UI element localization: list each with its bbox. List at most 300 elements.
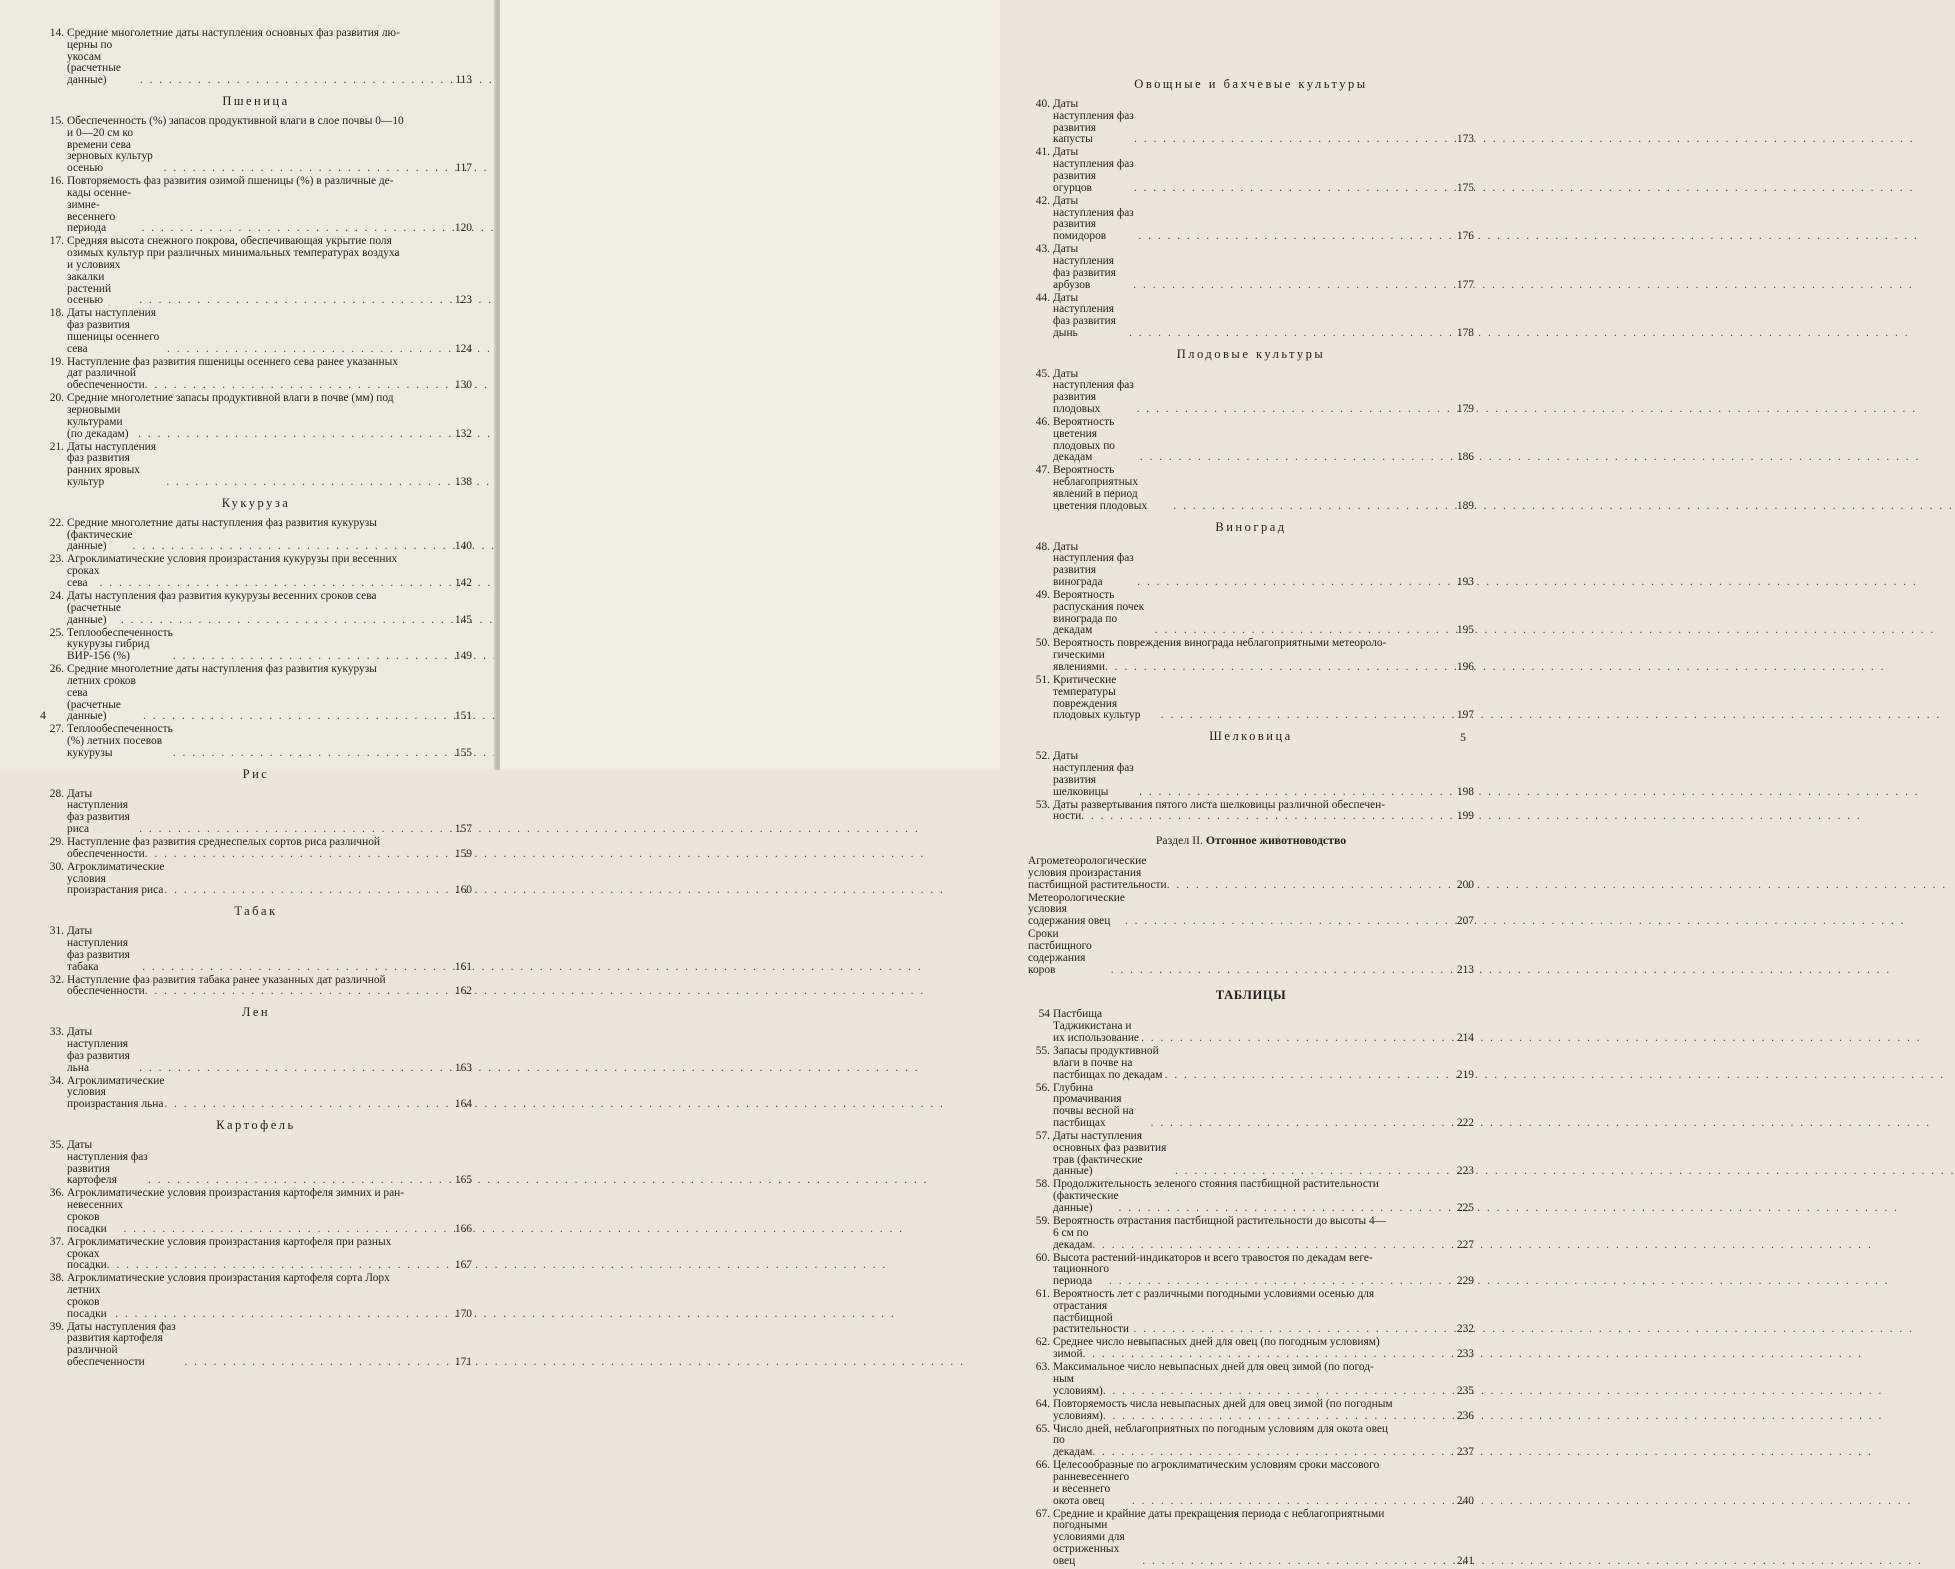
- entry-last-line: [67, 1285, 472, 1320]
- entry-title: Метеорологические условия содержания овец: [1028, 891, 1125, 928]
- entry-last-line: [1028, 856, 1474, 891]
- entry-page-number: 179: [1456, 403, 1474, 416]
- entry-last-line: [1028, 929, 1474, 976]
- leader-dots: [133, 541, 453, 553]
- entry-number: 53.: [1035, 798, 1050, 811]
- entry-body: [1053, 1131, 1474, 1178]
- contents-entry: [1028, 929, 1474, 976]
- leader-dots: [1132, 1496, 1455, 1508]
- entry-last-line: [1053, 1191, 1474, 1215]
- entry-page-number: 166: [454, 1222, 472, 1235]
- entry-last-line: [1053, 417, 1474, 464]
- leader-dots: [142, 223, 453, 235]
- entry-title: Вероятность распускания почек винограда по декадам: [1053, 589, 1145, 637]
- entry-body: [67, 1322, 472, 1369]
- entry-title: Даты наступления фаз развития пшеницы осеннего сева: [67, 307, 160, 355]
- entry-page-number: 163: [454, 1061, 472, 1074]
- leader-dots: [139, 824, 453, 836]
- entry-body: [67, 1027, 472, 1074]
- entry-number: 35.: [49, 1138, 64, 1151]
- contents-entry: [40, 1237, 472, 1272]
- entry-title: сроках посадки: [67, 1247, 107, 1272]
- entry-page-number: 196: [1456, 660, 1474, 673]
- entry-body: [67, 789, 472, 836]
- entry-page-number: 233: [1456, 1348, 1474, 1361]
- entry-text-line: Число дней, неблагоприятных по погодным условиям для окота овец: [1053, 1422, 1389, 1435]
- entry-number: 52.: [1035, 750, 1050, 763]
- entry-title: Вероятность неблагоприятных явлений в период цветения плодовых: [1053, 464, 1148, 512]
- entry-text-line: Агроклиматические условия произрастания кукурузы при весенних: [67, 553, 398, 566]
- entry-last-line: [67, 849, 472, 861]
- entry-title: Вероятность цветения плодовых по декадам: [1053, 416, 1116, 464]
- entry-text-line: Агроклиматические условия произрастания картофеля при разных: [67, 1235, 392, 1248]
- contents-entry: [1028, 1289, 1474, 1336]
- entry-page-number: 225: [1456, 1201, 1474, 1214]
- entry-last-line: [1053, 1349, 1474, 1361]
- entry-number: 40.: [1035, 98, 1050, 110]
- entry-body: [67, 1273, 472, 1320]
- leader-dots: [145, 380, 453, 392]
- entry-title: Даты наступления фаз развития картофеля: [67, 1138, 148, 1187]
- entry-body: [67, 591, 472, 626]
- entry-body: [67, 628, 472, 663]
- entry-body: [67, 116, 472, 175]
- contents-entry: [1028, 675, 1474, 722]
- entry-number: 57.: [1035, 1129, 1050, 1142]
- entry-last-line: [1053, 1411, 1474, 1423]
- entry-number: 66.: [1035, 1459, 1050, 1472]
- leader-dots: [1134, 1324, 1455, 1336]
- entry-title: Агроклиматические условия произрастания риса: [67, 860, 165, 897]
- entry-text-line: Наступление фаз развития табака ранее указанных дат различной: [67, 973, 386, 986]
- entry-text-line: Повторяемость фаз развития озимой пшеницы (%) в различные де-: [67, 175, 394, 188]
- leader-dots: [1109, 1276, 1455, 1288]
- entry-title: летних сроков сева (расчетные данные): [67, 674, 136, 723]
- entry-page-number: 237: [1456, 1446, 1474, 1459]
- tables-heading: ТАБЛИЦЫ: [1215, 988, 1287, 1003]
- entry-number: 43.: [1035, 243, 1050, 256]
- entry-text-line: Средние многолетние даты наступления фаз развития кукурузы: [67, 516, 377, 529]
- entry-text-line: Повторяемость числа невыпасных дней для овец зимой (по погодным: [1053, 1397, 1393, 1410]
- entry-body: [67, 442, 472, 489]
- left-page-number: 4: [40, 708, 46, 722]
- entry-number: 19.: [49, 355, 64, 368]
- leader-dots: [138, 429, 453, 441]
- leader-dots: [164, 885, 453, 897]
- leader-dots: [1139, 787, 1455, 799]
- entry-number: 55.: [1035, 1045, 1050, 1058]
- entry-body: [1053, 369, 1474, 416]
- entry-number: 37.: [49, 1235, 64, 1248]
- entry-number: 24.: [49, 589, 64, 602]
- part-title: Отгонное животноводство: [1205, 833, 1347, 848]
- entry-body: [1053, 417, 1474, 464]
- entry-number: 36.: [49, 1187, 64, 1200]
- entry-title: Запасы продуктивной влаги в почве на пастбищах по декадам: [1053, 1045, 1163, 1081]
- entry-body: [1053, 1337, 1474, 1361]
- section-heading: Шелковица: [1209, 729, 1293, 744]
- entry-last-line: [67, 1140, 472, 1187]
- entry-last-line: [67, 986, 472, 998]
- entry-last-line: [1053, 99, 1474, 146]
- entry-body: [1053, 1460, 1474, 1507]
- entry-page-number: 120: [454, 222, 472, 235]
- entry-page-number: 227: [1456, 1238, 1474, 1251]
- entry-page-number: 145: [454, 613, 472, 626]
- entry-last-line: [1053, 1520, 1474, 1567]
- contents-entry: [1028, 800, 1474, 824]
- entry-last-line: [1053, 1009, 1474, 1044]
- contents-entry: [40, 176, 472, 235]
- entry-body: [1053, 638, 1474, 673]
- entry-page-number: 240: [1456, 1494, 1474, 1507]
- contents-entry: [40, 518, 472, 553]
- contents-entry: [1028, 638, 1474, 673]
- leader-dots: [1137, 577, 1455, 589]
- entry-title: Теплообеспеченность кукурузы гибрид ВИР-156 (%): [67, 626, 173, 663]
- entry-title: условиям): [1053, 1409, 1103, 1422]
- entry-body: [1053, 751, 1474, 798]
- entry-title: Даты наступления фаз развития огурцов: [1053, 146, 1134, 194]
- contents-entry: [1028, 542, 1474, 589]
- entry-number: 60.: [1035, 1251, 1050, 1264]
- entry-page-number: 200: [1456, 878, 1474, 891]
- entry-title: Глубина промачивания почвы весной на пастбищах: [1053, 1081, 1134, 1129]
- entry-body: [1053, 1399, 1474, 1423]
- contents-entry: [40, 1273, 472, 1320]
- right-page: [500, 0, 1474, 1567]
- entry-body: [1053, 1253, 1474, 1288]
- leader-dots: [1138, 231, 1454, 243]
- entry-page-number: 241: [1456, 1554, 1474, 1567]
- entry-number: 64.: [1035, 1397, 1050, 1410]
- entry-title: (расчетные данные): [67, 601, 121, 626]
- leader-dots: [1111, 965, 1455, 977]
- entry-page-number: 161: [454, 960, 472, 973]
- entry-page-number: 235: [1456, 1384, 1474, 1397]
- entry-last-line: [67, 1249, 472, 1273]
- contents-entry: [1028, 1083, 1474, 1130]
- contents-entry: [40, 724, 472, 759]
- leader-dots: [1140, 452, 1455, 464]
- entry-title: летних сроков посадки: [67, 1284, 107, 1320]
- entry-page-number: 175: [1456, 181, 1474, 194]
- entry-body: [67, 554, 472, 589]
- leader-dots: [140, 75, 453, 87]
- entry-title: зерновыми культурами (по декадам): [67, 404, 129, 440]
- entry-body: [67, 393, 472, 440]
- leader-dots: [121, 615, 453, 627]
- entry-body: [67, 1140, 472, 1187]
- entry-number: 30.: [49, 860, 64, 873]
- contents-entry: [1028, 1009, 1474, 1044]
- entry-number: 22.: [49, 516, 64, 529]
- leader-dots: [139, 1063, 453, 1075]
- contents-entry: [40, 116, 472, 175]
- entry-last-line: [1053, 1301, 1474, 1336]
- leader-dots: [1105, 662, 1455, 674]
- entry-text-line: Средние многолетние запасы продуктивной влаги в почве (мм) под: [67, 392, 394, 405]
- entry-text-line: Наступление фаз развития пшеницы осеннего сева ранее указанных: [67, 355, 398, 368]
- entry-body: [67, 1076, 472, 1111]
- entry-last-line: [1053, 675, 1474, 722]
- leader-dots: [1083, 1349, 1455, 1361]
- entry-text-line: Среднее число невыпасных дней для овец (по погодным условиям): [1053, 1336, 1380, 1349]
- entry-last-line: [67, 530, 472, 554]
- contents-entry: [1028, 1179, 1474, 1214]
- entry-page-number: 198: [1456, 785, 1474, 798]
- entry-last-line: [1028, 893, 1474, 928]
- contents-entry: [1028, 1399, 1474, 1423]
- entry-page-number: 113: [455, 74, 472, 87]
- entry-page-number: 157: [454, 823, 472, 836]
- entry-title: Даты наступления основных фаз развития трав (фактические данные): [1053, 1129, 1167, 1178]
- entry-last-line: [1053, 650, 1474, 674]
- entry-body: [1053, 675, 1474, 722]
- entry-title: погодными условиями для остриженных овец: [1053, 1519, 1125, 1567]
- entry-number: 21.: [49, 440, 64, 453]
- contents-entry: [40, 308, 472, 355]
- contents-entry: [1028, 369, 1474, 416]
- section-heading: Виноград: [1215, 519, 1287, 534]
- entry-body: [1053, 465, 1474, 512]
- entry-page-number: 197: [1456, 709, 1474, 722]
- entry-page-number: 229: [1456, 1275, 1474, 1288]
- entry-last-line: [67, 789, 472, 836]
- contents-entry: [40, 1076, 472, 1111]
- leader-dots: [1119, 1203, 1455, 1215]
- entry-number: 59.: [1035, 1214, 1050, 1227]
- entry-number: 20.: [49, 392, 64, 405]
- contents-entry: [40, 926, 472, 973]
- entry-body: [1053, 590, 1474, 637]
- entry-page-number: 193: [1456, 576, 1474, 589]
- contents-entry: [1028, 99, 1474, 146]
- entry-page-number: 155: [454, 746, 472, 759]
- entry-body: [1053, 147, 1474, 194]
- entry-body: [67, 664, 472, 723]
- entry-body: [1053, 1216, 1474, 1251]
- entry-title: Агроклиматические условия произрастания льна: [67, 1074, 165, 1111]
- leader-dots: [1125, 916, 1455, 928]
- leader-dots: [1092, 1240, 1455, 1252]
- leader-dots: [1173, 501, 1455, 513]
- entry-last-line: [1053, 244, 1474, 291]
- leader-dots: [1133, 280, 1455, 292]
- leader-dots: [1151, 1118, 1455, 1130]
- entry-page-number: 117: [455, 162, 472, 175]
- entry-title: Даты наступления фаз развития плодовых: [1053, 367, 1134, 416]
- entry-text-line: Вероятность повреждения винограда неблагоприятными метеороло-: [1053, 637, 1387, 650]
- leader-dots: [173, 748, 453, 760]
- entry-last-line: [67, 1200, 472, 1235]
- entry-body: [67, 28, 472, 87]
- entry-page-number: 173: [1456, 133, 1474, 146]
- entry-number: 29.: [49, 836, 64, 849]
- contents-entry: [40, 1322, 472, 1369]
- entry-last-line: [67, 676, 472, 723]
- entry-last-line: [1053, 196, 1474, 243]
- entry-page-number: 213: [1456, 963, 1474, 976]
- leader-dots: [1155, 625, 1455, 637]
- entry-number: 26.: [49, 663, 64, 676]
- section-heading: Пшеница: [222, 93, 290, 108]
- entry-number: 28.: [49, 787, 64, 800]
- entry-page-number: 151: [454, 710, 472, 723]
- contents-entry: [1028, 1131, 1474, 1178]
- entry-last-line: [1053, 751, 1474, 798]
- leader-dots: [1103, 1411, 1455, 1423]
- entry-number: 50.: [1035, 637, 1050, 650]
- left-contents-list: [40, 28, 472, 1370]
- entry-title: Теплообеспеченность (%) летних посевов кукурузы: [67, 723, 173, 759]
- entry-page-number: 232: [1456, 1323, 1474, 1336]
- part-heading: [1028, 833, 1474, 848]
- entry-title: Даты наступления фаз развития шелковицы: [1053, 750, 1134, 798]
- entry-title: ным условиям): [1053, 1373, 1103, 1397]
- entry-title: Даты наступления фаз развития ранних яровых культур: [67, 440, 157, 489]
- contents-entry: [1028, 1216, 1474, 1251]
- entry-number: 44.: [1035, 291, 1050, 304]
- leader-dots: [167, 344, 453, 356]
- entry-title: Даты наступления фаз развития арбузов: [1053, 243, 1116, 291]
- entry-text-line: Средняя высота снежного покрова, обеспечивающая укрытие поля: [67, 235, 392, 248]
- entry-page-number: 132: [454, 427, 472, 440]
- entry-page-number: 123: [454, 294, 472, 307]
- entry-title: (фактические данные): [1053, 1190, 1119, 1214]
- entry-last-line: [1053, 1046, 1474, 1081]
- entry-last-line: [67, 862, 472, 897]
- leader-dots: [173, 651, 453, 663]
- leader-dots: [145, 849, 453, 861]
- entry-page-number: 164: [454, 1098, 472, 1111]
- contents-entry: [1028, 293, 1474, 340]
- entry-body: [1053, 1424, 1474, 1459]
- entry-title: ности: [1053, 810, 1082, 823]
- entry-last-line: [67, 566, 472, 590]
- entry-last-line: [67, 260, 472, 307]
- entry-body: [67, 724, 472, 759]
- entry-page-number: 223: [1456, 1165, 1474, 1178]
- entry-last-line: [1053, 1264, 1474, 1288]
- entry-last-line: [1053, 811, 1474, 823]
- leader-dots: [139, 295, 453, 307]
- entry-body: [67, 1188, 472, 1235]
- entry-last-line: [1053, 369, 1474, 416]
- entry-body: [1053, 1179, 1474, 1214]
- entry-page-number: 170: [454, 1307, 472, 1320]
- entry-page-number: 159: [454, 847, 472, 860]
- entry-page-number: 167: [454, 1259, 472, 1272]
- contents-entry: [1028, 1509, 1474, 1568]
- entry-number: 41.: [1035, 146, 1050, 159]
- contents-entry: [1028, 417, 1474, 464]
- entry-text-line: Целесообразные по агроклиматическим условиям сроки массового: [1053, 1459, 1380, 1472]
- leader-dots: [148, 1175, 453, 1187]
- entry-body: [67, 862, 472, 897]
- entry-last-line: [67, 308, 472, 355]
- contents-entry: [40, 591, 472, 626]
- contents-entry: [1028, 196, 1474, 243]
- entry-page-number: 178: [1456, 326, 1474, 339]
- entry-text-line: озимых культур при различных минимальных температурах воздуха: [67, 247, 400, 260]
- entry-page-number: 165: [454, 1174, 472, 1187]
- contents-entry: [40, 789, 472, 836]
- entry-title: церны по укосам (расчетные данные): [67, 38, 121, 87]
- entry-title: Даты наступления фаз развития винограда: [1053, 540, 1134, 589]
- entry-last-line: [1053, 465, 1474, 512]
- entry-number: 49.: [1035, 589, 1050, 601]
- entry-number: 34.: [49, 1074, 64, 1087]
- entry-number: 42.: [1035, 194, 1050, 207]
- entry-page-number: 160: [454, 884, 472, 897]
- entry-number: 17.: [49, 235, 64, 248]
- entry-title: Сроки пастбищного содержания коров: [1028, 928, 1092, 976]
- leader-dots: [1134, 183, 1455, 195]
- entry-last-line: [67, 368, 472, 392]
- entry-page-number: 124: [454, 342, 472, 355]
- entry-text-line: Даты развертывания пятого листа шелковицы различной обеспечен-: [1053, 798, 1386, 811]
- entry-title: невесенних сроков посадки: [67, 1199, 124, 1235]
- contents-entry: [40, 554, 472, 589]
- entry-number: 18.: [49, 307, 64, 320]
- entry-body: [67, 1237, 472, 1272]
- entry-number: 67.: [1035, 1507, 1050, 1520]
- entry-number: 58.: [1035, 1178, 1050, 1191]
- leader-dots: [1137, 404, 1455, 416]
- entry-body: [1028, 893, 1474, 928]
- section-heading: Картофель: [216, 1117, 296, 1132]
- entry-text-line: Средние многолетние даты наступления фаз развития кукурузы: [67, 663, 377, 676]
- contents-entry: [40, 862, 472, 897]
- entry-title: сроках сева: [67, 565, 100, 589]
- entry-title: Даты наступления фаз развития риса: [67, 787, 130, 836]
- entry-title: Даты наступления фаз развития капусты: [1053, 98, 1134, 146]
- entry-page-number: 207: [1456, 915, 1474, 928]
- contents-entry: [1028, 465, 1474, 512]
- contents-entry: [40, 837, 472, 861]
- section-heading: Лен: [241, 1005, 271, 1020]
- entry-last-line: [67, 724, 472, 759]
- entry-number: 61.: [1035, 1288, 1050, 1301]
- section-heading: Рис: [242, 766, 270, 781]
- leader-dots: [115, 1309, 453, 1321]
- leader-dots: [1103, 1386, 1455, 1398]
- leader-dots: [107, 1260, 453, 1272]
- entry-title: и 0—20 см ко времени сева зерновых культур осенью: [67, 126, 153, 175]
- entry-number: 54: [1038, 1008, 1050, 1021]
- entry-page-number: 162: [454, 985, 472, 998]
- entry-page-number: 140: [454, 540, 472, 553]
- entry-page-number: 142: [454, 576, 472, 589]
- entry-number: 14.: [49, 27, 64, 39]
- entry-title: Критические температуры повреждения плодовых культур: [1053, 673, 1141, 722]
- contents-entry: [40, 975, 472, 999]
- entry-title: Пастбища Таджикистана и их использование: [1053, 1008, 1139, 1045]
- contents-entry: [40, 1140, 472, 1187]
- contents-entry: [1028, 856, 1474, 891]
- entry-body: [67, 357, 472, 392]
- leader-dots: [1165, 1070, 1455, 1082]
- entry-body: [1053, 1289, 1474, 1336]
- leader-dots: [124, 1224, 453, 1236]
- entry-page-number: 195: [1456, 624, 1474, 637]
- entry-last-line: [67, 188, 472, 235]
- entry-text-line: Продолжительность зеленого стояния пастбищной растительности: [1053, 1178, 1379, 1191]
- leader-dots: [166, 477, 453, 489]
- right-contents-list: [1028, 70, 1474, 1569]
- entry-page-number: 149: [454, 650, 472, 663]
